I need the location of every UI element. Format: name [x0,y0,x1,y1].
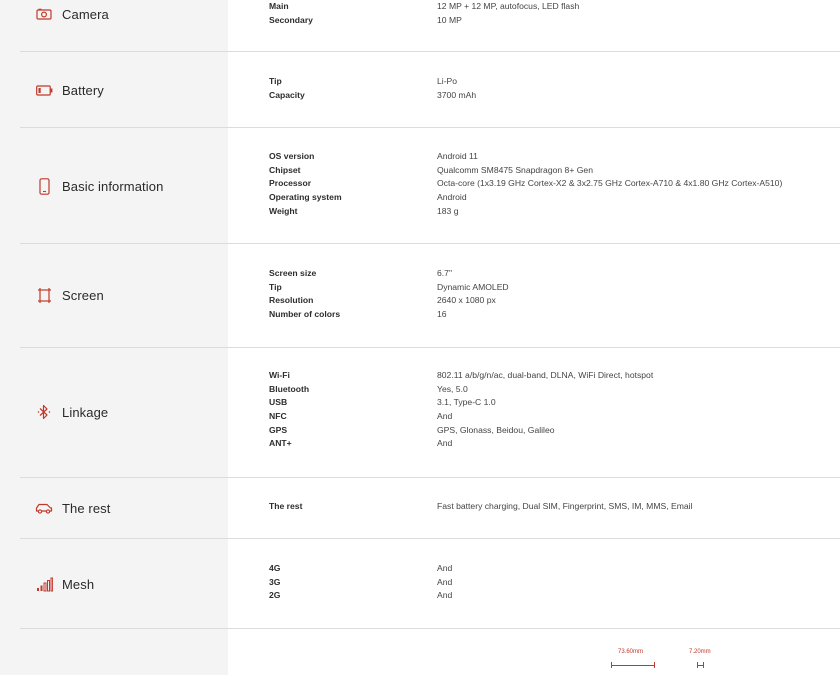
spec-value: 3700 mAh [437,89,477,100]
spec-key: Wi-Fi [269,370,290,380]
spec-value: 3.1, Type-C 1.0 [437,397,496,408]
spec-row [269,562,829,576]
spec-value: Octa-core (1x3.19 GHz Cortex-X2 & 3x2.75 GHz Cortex-A710 & 4x1.80 GHz Cortex-A510) [437,178,783,189]
spec-rows [269,562,829,603]
category-title: Mesh [62,576,95,592]
spec-value: And [437,590,453,601]
spec-key: OS version [269,151,315,161]
section-screen [0,244,840,348]
spec-key: Chipset [269,164,301,175]
category-battery [35,80,104,100]
spec-rows [269,75,829,102]
spec-key: Bluetooth [269,383,310,394]
spec-key: 4G [269,563,281,573]
dimensions-diagram [600,646,740,676]
section-basic [0,128,840,244]
spec-row [269,410,829,424]
width-line [611,665,655,666]
spec-key: ANT+ [269,438,292,449]
spec-value: And [437,438,453,449]
spec-row [269,89,829,103]
spec-key: Tip [269,281,282,292]
bluetooth-icon [35,403,53,421]
spec-row [269,150,829,164]
section-rest [0,478,840,539]
spec-value: 6.7" [437,268,452,278]
spec-value: 12 MP + 12 MP, autofocus, LED flash [437,1,580,11]
spec-row [269,191,829,205]
spec-row [269,294,829,308]
spec-row [269,0,829,14]
spec-row [269,14,829,28]
category-camera [35,4,109,24]
camera-icon [35,5,53,23]
section-camera [0,0,840,52]
category-linkage [35,402,108,422]
category-basic [35,176,163,196]
spec-value: And [437,563,453,573]
category-title: Linkage [62,404,109,420]
spec-value: Qualcomm SM8475 Snapdragon 8+ Gen [437,164,593,175]
category-rest [35,498,110,518]
spec-key: Tip [269,76,282,86]
spec-value: GPS, Glonass, Beidou, Galileo [437,424,555,435]
width-tick-right [654,662,655,668]
spec-value: Yes, 5.0 [437,383,468,394]
spec-rows [269,150,829,218]
section-mesh [0,539,840,629]
category-title: Basic information [62,178,164,194]
car-icon [35,499,53,517]
spec-value: And [437,576,453,587]
category-title: Battery [62,82,104,98]
spec-row [269,164,829,178]
depth-label: 7.20mm [689,649,711,655]
spec-key: USB [269,397,288,408]
spec-value: 183 g [437,205,459,216]
spec-row [269,589,829,603]
spec-value: Android 11 [437,151,478,161]
spec-row [269,396,829,410]
spec-rows [269,369,829,451]
depth-tick-right [703,662,704,668]
spec-key: Secondary [269,14,313,25]
spec-value: 16 [437,309,447,320]
spec-row [269,75,829,89]
spec-row [269,437,829,451]
spec-row [269,205,829,219]
smartphone-icon [35,177,53,195]
spec-value: Dynamic AMOLED [437,281,509,292]
spec-row [269,177,829,191]
spec-value: Li-Po [437,76,458,86]
spec-rows [269,500,829,514]
spec-row [269,308,829,322]
section-linkage [0,348,840,478]
spec-key: Number of colors [269,309,341,320]
spec-row [269,576,829,590]
spec-rows [269,267,829,322]
battery-icon [35,81,53,99]
spec-value: 10 MP [437,14,462,25]
width-label: 73.60mm [618,649,644,655]
spec-key: 3G [269,576,281,587]
spec-row [269,383,829,397]
category-screen [35,285,104,305]
spec-row [269,267,829,281]
spec-value: 802.11 a/b/g/n/ac, dual-band, DLNA, WiFi Direct, hotspot [437,370,654,380]
spec-value: 2640 x 1080 px [437,295,496,306]
spec-key: Processor [269,178,312,189]
spec-value: Fast battery charging, Dual SIM, Fingerprint, SMS, IM, MMS, Email [437,501,693,511]
spec-key: 2G [269,590,281,601]
spec-key: GPS [269,424,288,435]
spec-value: Android [437,192,467,203]
signal-bars-icon [35,575,53,593]
spec-row [269,424,829,438]
spec-key: Capacity [269,89,305,100]
screen-icon [35,286,53,304]
spec-row [269,281,829,295]
category-title: The rest [62,500,111,516]
spec-row [269,369,829,383]
spec-key: Weight [269,205,298,216]
spec-key: Resolution [269,295,314,306]
section-battery [0,52,840,128]
spec-key: Main [269,1,289,11]
category-title: Camera [62,6,109,22]
spec-row [269,500,829,514]
spec-key: Screen size [269,268,317,278]
spec-key: The rest [269,501,303,511]
spec-key: Operating system [269,192,342,203]
spec-key: NFC [269,411,287,422]
spec-value: And [437,411,453,422]
category-title: Screen [62,287,104,303]
category-mesh [35,574,94,594]
spec-rows [269,0,829,27]
